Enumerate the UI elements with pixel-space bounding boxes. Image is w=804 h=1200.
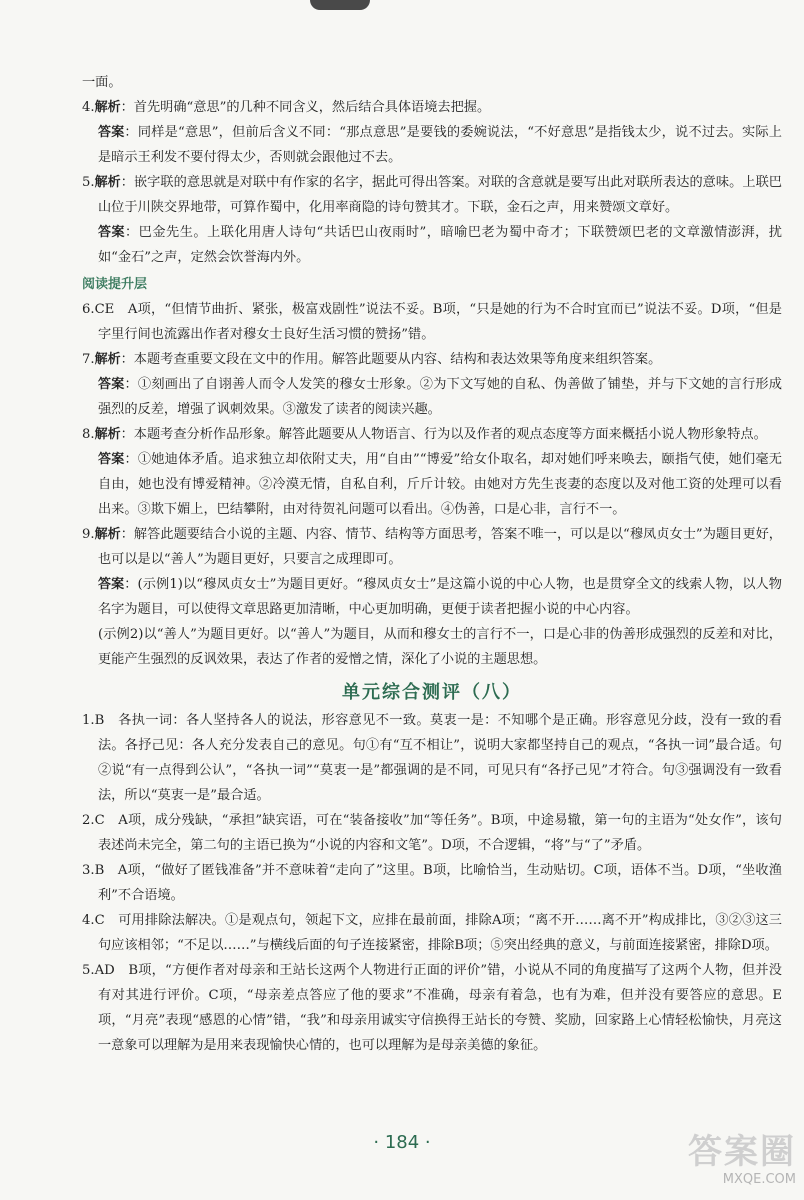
test-item-4 (82, 908, 782, 958)
answer-label: 答案 (98, 225, 125, 240)
item-text: CE A项，“但情节曲折、紧张，极富戏剧性”说法不妥。B项，“只是她的行为不合时宜而已”说法不妥。D项，“但是字里行间也流露出作者对穆女士良好生活习惯的赞扬”错。 (94, 302, 782, 342)
analysis-label: 解析 (94, 427, 121, 442)
item-number: 7. (82, 352, 95, 367)
answer-text: ：同样是“意思”，但前后含义不同：“那点意思”是要钱的委婉说法，“不好意思”是指钱太少，说不过去。实际上是暗示王利发不要付得太少，否则就会跟他过不去。 (98, 125, 782, 165)
item-6 (82, 297, 782, 347)
answer-label: 答案 (98, 452, 125, 467)
test-item-5 (82, 958, 782, 1058)
analysis-label: 解析 (94, 352, 121, 367)
item-number: 5. (82, 175, 95, 190)
test-item-1 (82, 708, 782, 808)
answer-label: 答案 (98, 377, 125, 392)
answer-text: ：①刻画出了自诩善人而令人发笑的穆女士形象。②为下文写她的自私、伪善做了铺垫，并与下文她的言行形成强烈的反差，增强了讽刺效果。③激发了读者的阅读兴趣。 (98, 377, 782, 417)
item-number: 1. (82, 713, 95, 728)
watermark (656, 1132, 796, 1194)
item-number: 4. (82, 913, 95, 928)
analysis-text: ：本题考查重要文段在文中的作用。解答此题要从内容、结构和表达效果等角度来组织答案。 (120, 352, 662, 367)
item-number: 2. (82, 813, 95, 828)
item-text: C 可用排除法解决。①是观点句，领起下文，应排在最前面，排除A项；“离不开……离不开”构成排比，③②③这三句应该相邻；“不足以……”与横线后面的句子连接紧密，排除B项；⑤突出经典的意义，与前面连接紧密，排除D项。 (94, 913, 782, 953)
item-number: 9. (82, 527, 95, 542)
watermark-logo: 答案圈 (688, 1132, 796, 1172)
analysis-text: ：解答此题要结合小说的主题、内容、情节、结构等方面思考，答案不唯一，可以是以“穆凤贞女士”为题目更好，也可以是以“善人”为题目更好，只要言之成理即可。 (98, 527, 782, 567)
section-heading-reading: 阅读提升层 (82, 277, 148, 292)
item-7-answer (82, 372, 782, 422)
item-number: 6. (82, 302, 95, 317)
item-number: 3. (82, 863, 95, 878)
page-content (82, 70, 782, 1058)
test-item-3 (82, 858, 782, 908)
item-7-analysis (82, 347, 782, 372)
item-9-answer (82, 572, 782, 622)
unit-title: 单元综合测评（八） (342, 682, 522, 703)
binding-mark (310, 0, 370, 10)
answer-text: ：①她迪体矛盾。追求独立却依附丈夫，用“自由”“博爱”给女仆取名，却对她们呼来唤去，颐指气使，她们毫无自由，她也没有博爱精神。②冷漠无情，自私自利，斤斤计较。由她对方先生丧妻的态度以及对他工资的处理可以看出来。③欺下媚上，巴结攀附，由对待贺礼问题可以看出。④伪善，口是心非，言行不一。 (98, 452, 782, 517)
item-9-analysis (82, 522, 782, 572)
item-number: 4. (82, 100, 95, 115)
item-8-analysis (82, 422, 782, 447)
continuation-text: 一面。 (82, 75, 122, 90)
analysis-label: 解析 (94, 175, 121, 190)
item-5-analysis (82, 170, 782, 220)
item-text: B A项，“做好了匿钱准备”并不意味着“走向了”这里。B项，比喻恰当，生动贴切。C项，语体不当。D项，“坐收渔利”不合语境。 (94, 863, 782, 903)
item-9-answer-example-2: (示例2)以“善人”为题目更好。以“善人”为题目，从而和穆女士的言行不一，口是心非的伪善形成强烈的反差和对比，更能产生强烈的反讽效果，表达了作者的爱憎之情，深化了小说的主题思想。 (98, 627, 782, 667)
item-text: C A项，成分残缺，“承担”缺宾语，可在“装备接收”加“等任务”。B项，中途易辙，第一句的主语为“处女作”，该句表述尚未完全，第二句的主语已换为“小说的内容和文笔”。D项，不合逻辑，“将”与“了”矛盾。 (94, 813, 782, 853)
analysis-text: ：嵌字联的意思就是对联中有作家的名字，据此可得出答案。对联的含意就是要写出此对联所表达的意味。上联巴山位于川陕交界地带，可算作蜀中，化用率商隐的诗句赞其才。下联，金石之声，用来赞颂文章好。 (98, 175, 782, 215)
answer-text: ：(示例1)以“穆凤贞女士”为题目更好。“穆凤贞女士”是这篇小说的中心人物，也是贯穿全文的线索人物，以人物名字为题目，可以使得文章思路更加清晰，中心更加明确，更便于读者把握小说的中心内容。 (98, 577, 782, 617)
answer-label: 答案 (98, 125, 125, 140)
answer-label: 答案 (98, 577, 125, 592)
item-5-answer (82, 220, 782, 270)
item-number: 8. (82, 427, 95, 442)
analysis-label: 解析 (94, 527, 121, 542)
answer-text: ：巴金先生。上联化用唐人诗句“共话巴山夜雨时”，暗喻巴老为蜀中奇才；下联赞颂巴老的文章激情澎湃，扰如“金石”之声，定然会饮誉海内外。 (98, 225, 782, 265)
item-8-answer (82, 447, 782, 522)
analysis-text: ：首先明确“意思”的几种不同含义，然后结合具体语境去把握。 (120, 100, 491, 115)
analysis-label: 解析 (94, 100, 121, 115)
item-text: B 各执一词：各人坚持各人的说法，形容意见不一致。莫衷一是：不知哪个是正确。形容意见分歧，没有一致的看法。各抒己见：各人充分发表自己的意见。句①有“互不相让”，说明大家都坚持自己的观点，“各执一词”最合适。句②说“有一点得到公认”，“各执一词”“莫衷一是”都强调的是不同，可见只有“各抒己见”才符合。句③强调没有一致看法，所以“莫衷一是”最合适。 (94, 713, 782, 803)
item-4-answer (82, 120, 782, 170)
test-item-2 (82, 808, 782, 858)
item-number: 5. (82, 963, 95, 978)
analysis-text: ：本题考查分析作品形象。解答此题要从人物语言、行为以及作者的观点态度等方面来概括小说人物形象特点。 (120, 427, 767, 442)
item-4-analysis (82, 95, 782, 120)
page-number: · 184 · (373, 1132, 431, 1153)
item-text: AD B项，“方便作者对母亲和王站长这两个人物进行正面的评价”错，小说从不同的角度描写了这两个人物，但并没有对其进行评价。C项，“母亲差点答应了他的要求”不准确，母亲有着急，也有为难，但并没有要答应的意思。E项，“月亮”表现“感恩的心情”错，“我”和母亲用诚实守信换得王站长的夸赞、奖励，回家路上心情轻松愉快，月亮这一意象可以理解为是用来表现愉快心情的，也可以理解为是母亲美德的象征。 (94, 963, 782, 1053)
watermark-url: MXQE.COM (722, 1172, 796, 1187)
